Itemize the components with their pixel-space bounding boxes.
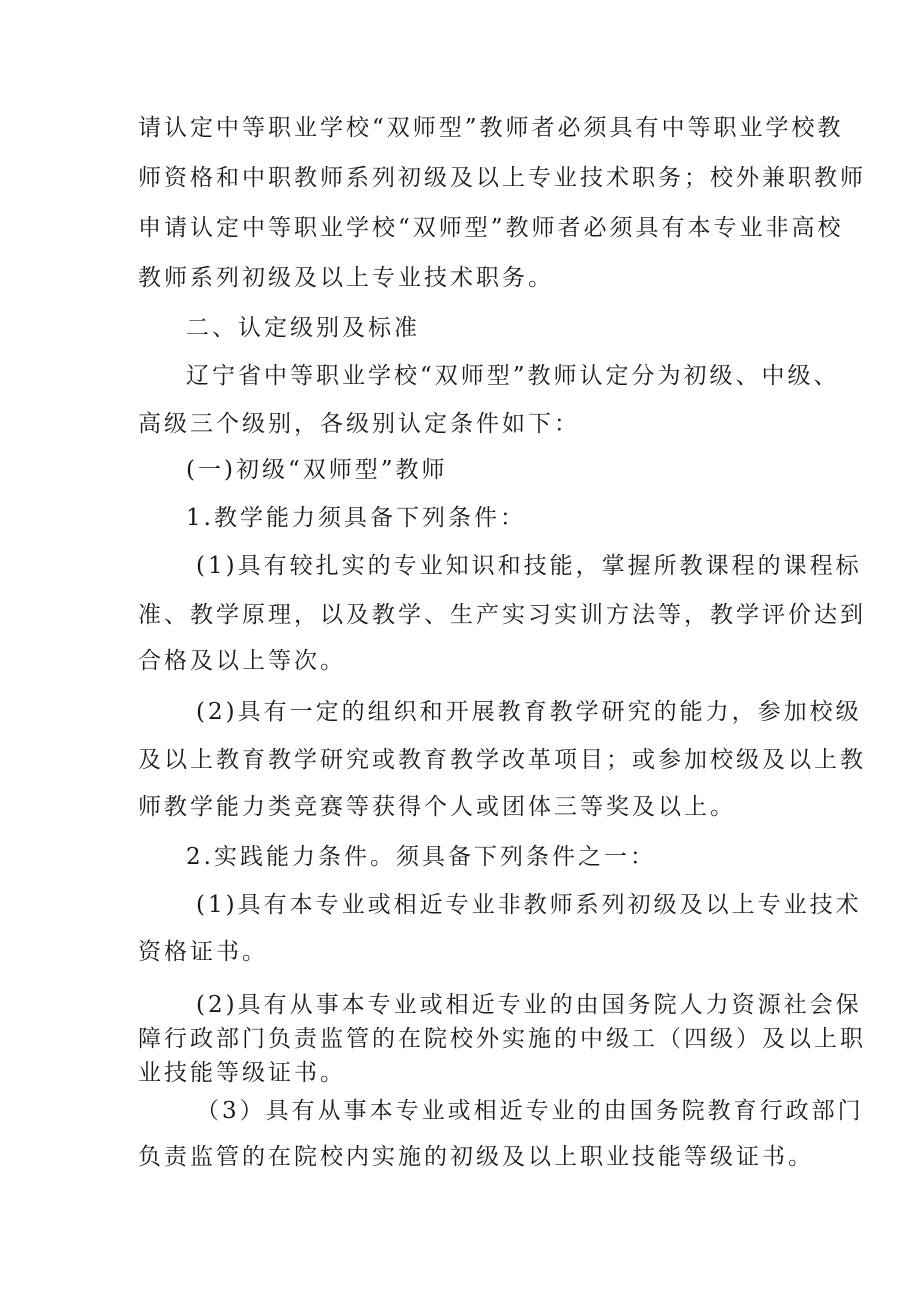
item-heading: 1.教学能力须具备下列条件： [186, 505, 526, 531]
text-line: 高级三个级别，各级别认定条件如下： [138, 411, 580, 437]
text-line: 及以上教育教学研究或教育教学改革项目；或参加校级及以上教 [138, 747, 866, 773]
text-line: 辽宁省中等职业学校“双师型”教师认定分为初级、中级、 [186, 363, 840, 389]
section-heading: 二、认定级别及标准 [186, 315, 420, 341]
text-line: 合格及以上等次。 [138, 648, 346, 674]
text-line: 师教学能力类竞赛等获得个人或团体三等奖及以上。 [138, 794, 736, 820]
text-line: 负责监管的在院校内实施的初级及以上职业技能等级证书。 [138, 1144, 814, 1170]
text-line: (2)具有一定的组织和开展教育教学研究的能力，参加校级 [196, 699, 862, 725]
text-line: 教师系列初级及以上专业技术职务。 [138, 265, 554, 291]
item-heading: 2.实践能力条件。须具备下列条件之一： [186, 844, 656, 870]
text-line: 资格证书。 [138, 939, 268, 965]
text-line: （3）具有从事本专业或相近专业的由国务院教育行政部门 [196, 1098, 864, 1124]
text-line: (1)具有本专业或相近专业非教师系列初级及以上专业技术 [196, 892, 862, 918]
subsection-heading: (一)初级“双师型”教师 [186, 457, 448, 483]
text-line: (1)具有较扎实的专业知识和技能，掌握所教课程的课程标 [196, 553, 862, 579]
text-line: 业技能等级证书。 [138, 1060, 346, 1086]
text-line: 障行政部门负责监管的在院校外实施的中级工（四级）及以上职 [138, 1026, 866, 1052]
text-line: 申请认定中等职业学校“双师型”教师者必须具有本专业非高校 [138, 215, 844, 241]
text-line: 准、教学原理，以及教学、生产实习实训方法等，教学评价达到 [138, 602, 866, 628]
text-line: (2)具有从事本专业或相近专业的由国务院人力资源社会保 [196, 992, 862, 1018]
text-line: 师资格和中职教师系列初级及以上专业技术职务；校外兼职教师 [138, 165, 866, 191]
text-line: 请认定中等职业学校“双师型”教师者必须具有中等职业学校教 [138, 115, 844, 141]
